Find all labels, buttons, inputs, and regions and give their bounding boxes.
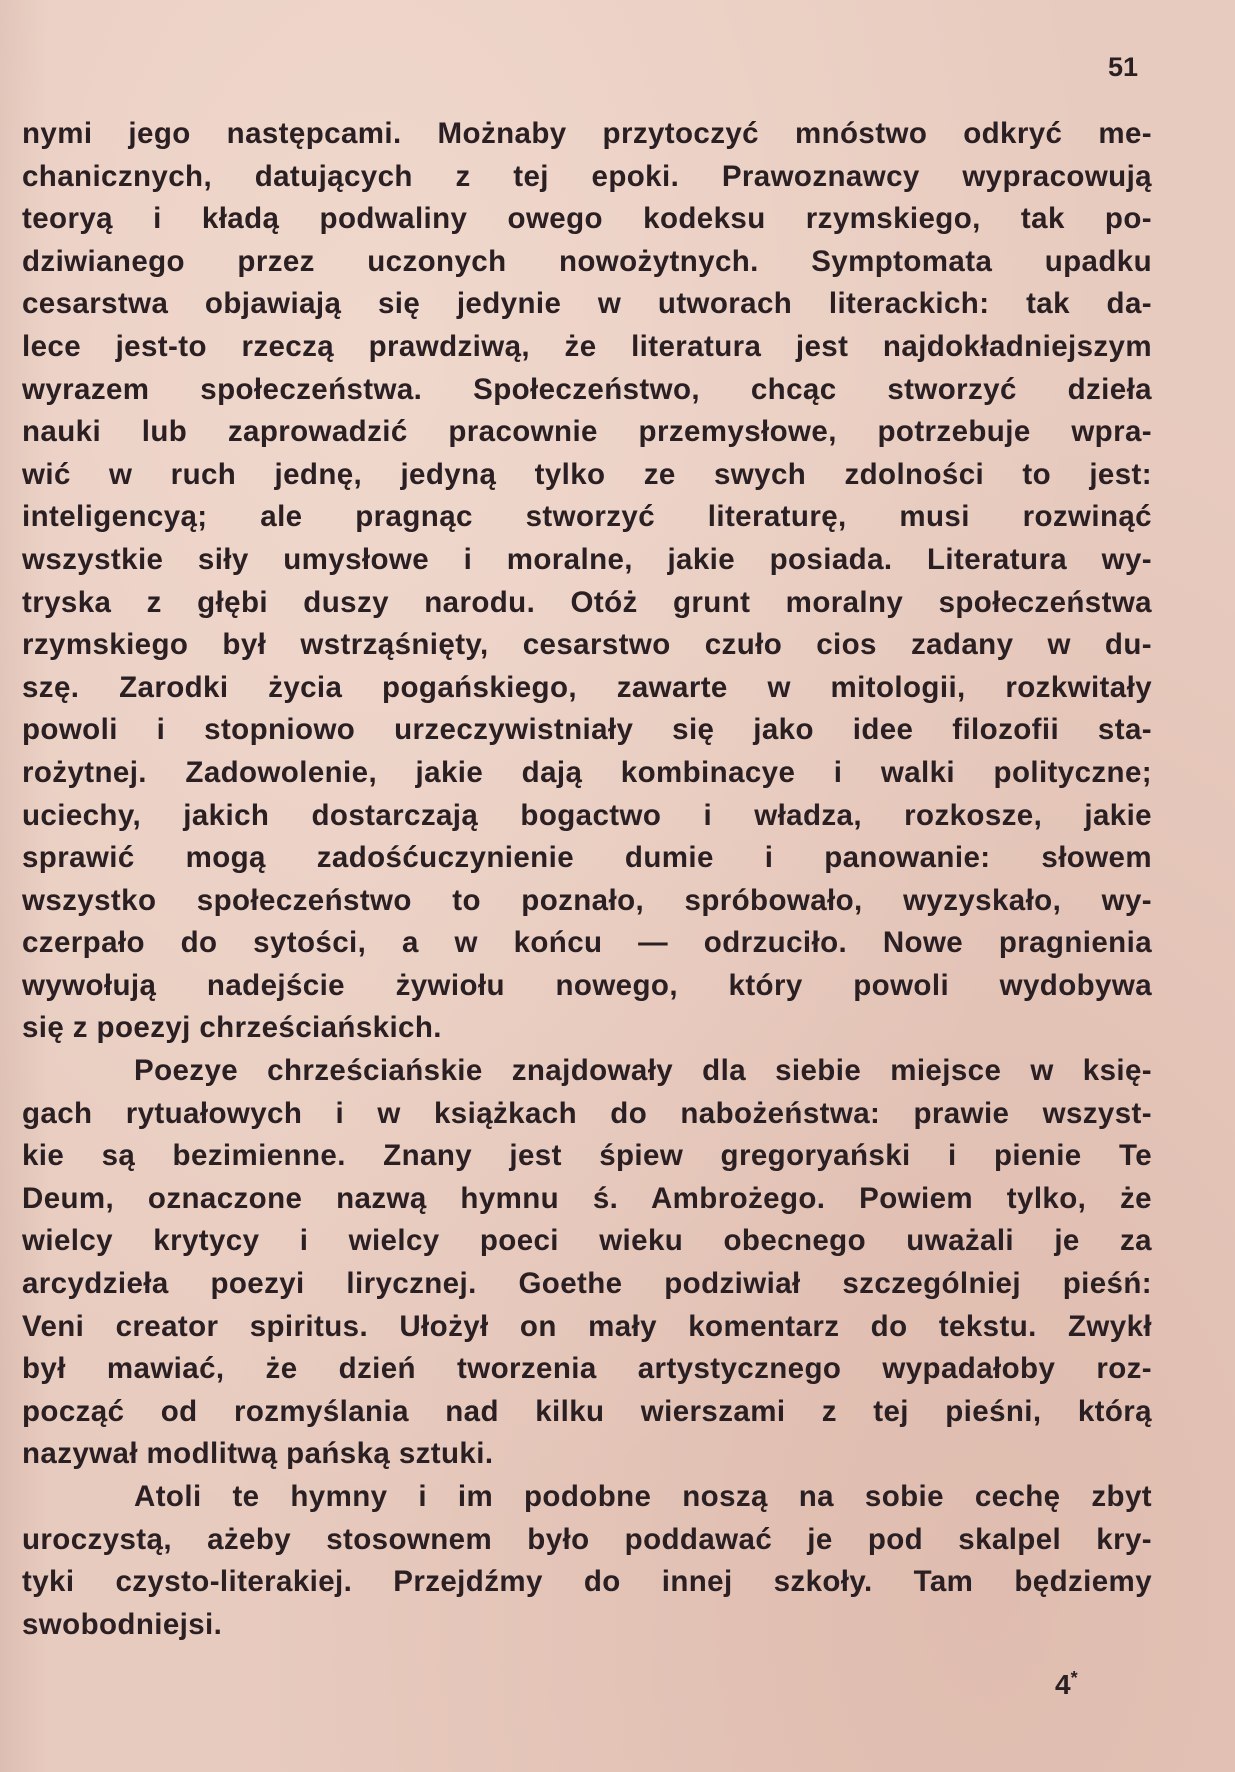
signature-asterisk: * (1070, 1668, 1078, 1688)
text-line: dziwianego przez uczonych nowożytnych. Symptomata upadku (22, 244, 1152, 278)
text-line: inteligencyą; ale pragnąc stworzyć literaturę, musi rozwinąć (22, 500, 1152, 534)
text-line: teoryą i kładą podwaliny owego kodeksu rzymskiego, tak po- (22, 202, 1152, 236)
text-line: był mawiać, że dzień tworzenia artystycznego wypadałoby roz- (22, 1352, 1152, 1386)
text-line: nazywał modlitwą pańską sztuki. (22, 1437, 494, 1471)
text-line: gach rytuałowych i w książkach do nabożeństwa: prawie wszyst- (22, 1096, 1152, 1130)
text-line: lece jest-to rzeczą prawdziwą, że literatura jest najdokładniejszym (22, 329, 1152, 363)
text-line: arcydzieła poezyi lirycznej. Goethe podziwiał szczególniej pieśń: (22, 1267, 1152, 1301)
text-line: chanicznych, datujących z tej epoki. Prawoznawcy wypracowują (22, 159, 1152, 193)
text-line: wszystko społeczeństwo to poznało, spróbowało, wyzyskało, wy- (22, 883, 1152, 917)
text-line: powoli i stopniowo urzeczywistniały się jako idee filozofii sta- (22, 713, 1152, 747)
page-number: 51 (1108, 52, 1139, 82)
text-line: wyrazem społeczeństwa. Społeczeństwo, chcąc stworzyć dzieła (22, 372, 1152, 406)
text-line: począć od rozmyślania nad kilku wierszami z tej pieśni, którą (22, 1394, 1152, 1428)
text-line: nauki lub zaprowadzić pracownie przemysłowe, potrzebuje wpra- (22, 415, 1152, 449)
text-line: uciechy, jakich dostarczają bogactwo i władza, rozkosze, jakie (22, 798, 1152, 832)
text-line: szę. Zarodki życia pogańskiego, zawarte w mitologii, rozkwitały (22, 670, 1152, 704)
text-line: Atoli te hymny i im podobne noszą na sobie cechę zbyt (134, 1480, 1152, 1513)
text-line: rzymskiego był wstrząśnięty, cesarstwo czuło cios zadany w du- (22, 628, 1152, 662)
paragraph-3 (22, 1476, 1152, 1646)
text-line: wywołują nadejście żywiołu nowego, który powoli wydobywa (22, 968, 1152, 1002)
text-line: tryska z głębi duszy narodu. Otóż grunt moralny społeczeństwa (22, 585, 1152, 619)
printer-signature-mark (1055, 1668, 1078, 1701)
body-text (22, 113, 1152, 1646)
text-line: rożytnej. Zadowolenie, jakie dają kombinacye i walki polityczne; (22, 755, 1152, 789)
text-line: się z poezyj chrześciańskich. (22, 1011, 442, 1045)
text-line: uroczystą, ażeby stosownem było poddawać je pod skalpel kry- (22, 1522, 1152, 1556)
text-line: wielcy krytycy i wielcy poeci wieku obecnego uważali je za (22, 1224, 1152, 1258)
text-line: wić w ruch jednę, jedyną tylko ze swych zdolności to jest: (22, 457, 1152, 491)
text-line: kie są bezimienne. Znany jest śpiew gregoryański i pienie Te (22, 1139, 1152, 1173)
text-line: wszystkie siły umysłowe i moralne, jakie posiada. Literatura wy- (22, 542, 1152, 576)
text-line: cesarstwa objawiają się jedynie w utworach literackich: tak da- (22, 287, 1152, 321)
text-line: Deum, oznaczone nazwą hymnu ś. Ambrożego. Powiem tylko, że (22, 1181, 1152, 1215)
text-line: nymi jego następcami. Możnaby przytoczyć mnóstwo odkryć me- (22, 117, 1152, 150)
paragraph-1 (22, 113, 1152, 1050)
text-line: swobodniejsi. (22, 1607, 223, 1641)
signature-number: 4 (1055, 1669, 1071, 1700)
paragraph-2 (22, 1050, 1152, 1476)
text-line: tyki czysto-literakiej. Przejdźmy do innej szkoły. Tam będziemy (22, 1565, 1152, 1599)
text-line: czerpało do sytości, a w końcu — odrzuciło. Nowe pragnienia (22, 926, 1152, 960)
text-line: sprawić mogą zadośćuczynienie dumie i panowanie: słowem (22, 841, 1152, 875)
text-line: Poezye chrześciańskie znajdowały dla siebie miejsce w księ- (134, 1054, 1152, 1088)
text-line: Veni creator spiritus. Ułożył on mały komentarz do tekstu. Zwykł (22, 1309, 1152, 1343)
